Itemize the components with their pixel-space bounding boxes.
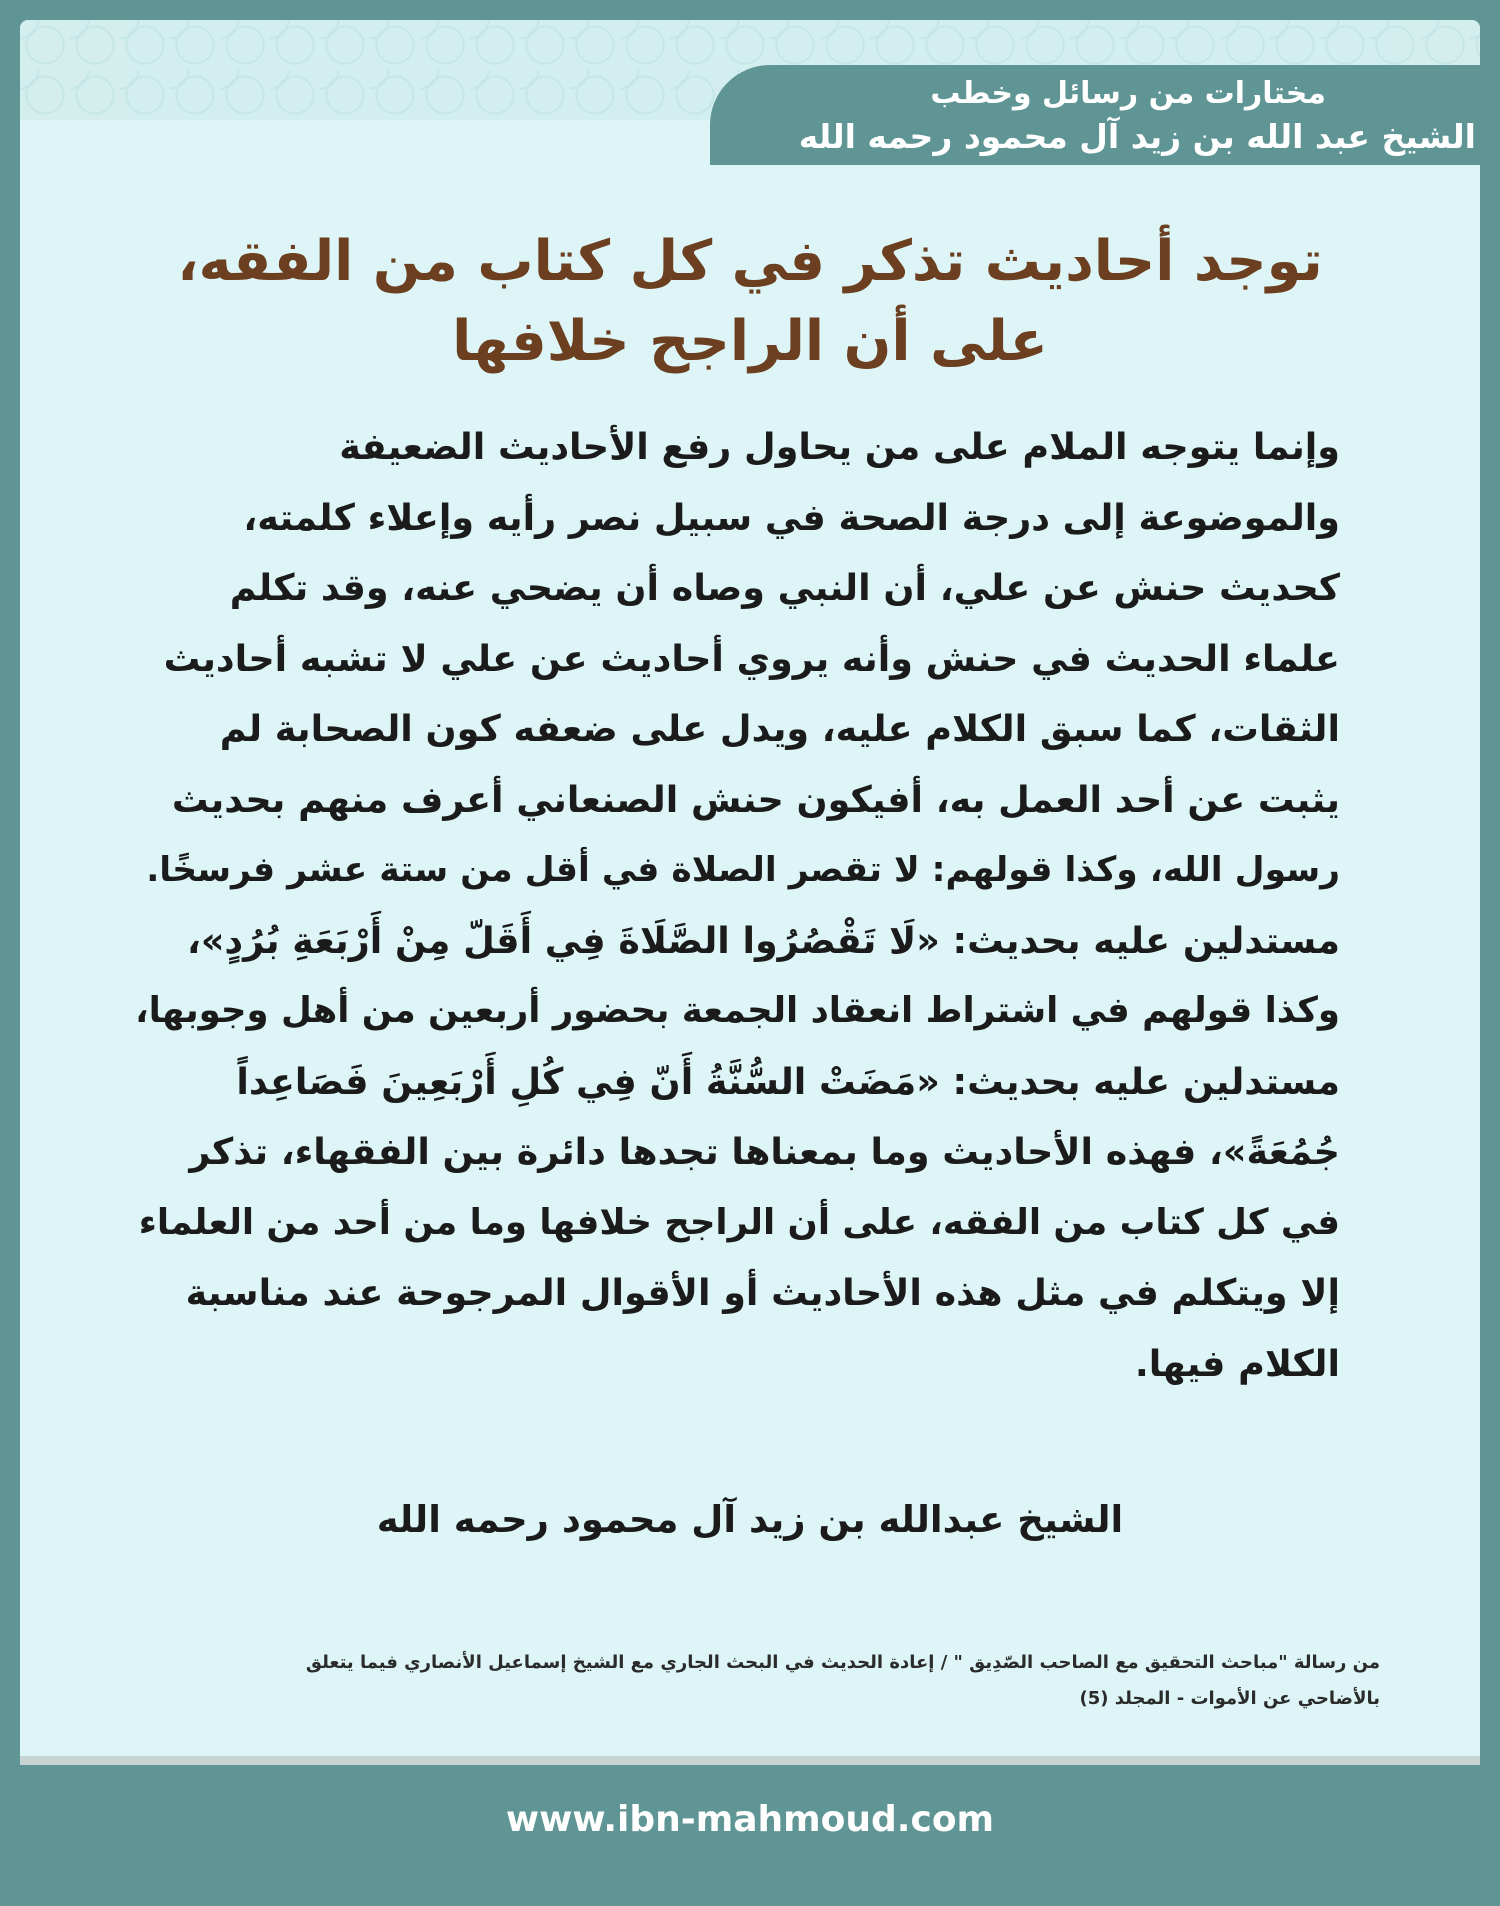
website-link[interactable]: www.ibn-mahmoud.com — [505, 1799, 995, 1840]
header-banner — [710, 65, 1500, 165]
body-line: والموضوعة إلى درجة الصحة في سبيل نصر رأيه وإعلاء كلمته، — [243, 495, 1340, 539]
source-line-2: بالأضاحي عن الأموات - المجلد (5) — [1079, 1688, 1380, 1709]
body-line: في كل كتاب من الفقه، على أن الراجح خلافها وما من أحد من العلماء — [138, 1201, 1340, 1243]
body-line: مستدلين عليه بحديث: «مَضَتْ السُّنَّةُ أَنّ فِي كُلِ أَرْبَعِينَ فَصَاعِداً — [236, 1059, 1340, 1103]
header-author: الشيخ عبد الله بن زيد آل محمود رحمه الله — [798, 117, 1476, 156]
body-line: الثقات، كما سبق الكلام عليه، ويدل على ضعفه كون الصحابة لم — [219, 707, 1340, 750]
article-body — [130, 412, 1340, 1399]
article-title — [60, 222, 1440, 382]
source-citation — [60, 1645, 1380, 1717]
body-line: وإنما يتوجه الملام على من يحاول رفع الأحاديث الضعيفة — [339, 425, 1340, 468]
signature: الشيخ عبدالله بن زيد آل محمود رحمه الله — [376, 1498, 1124, 1541]
body-line: الكلام فيها. — [1134, 1341, 1340, 1385]
body-line: علماء الحديث في حنش وأنه يروي أحاديث عن علي لا تشبه أحاديث — [163, 636, 1340, 680]
body-line: جُمُعَةً»، فهذه الأحاديث وما بمعناها تجدها دائرة بين الفقهاء، تذكر — [189, 1130, 1340, 1173]
body-line: كحديث حنش عن علي، أن النبي وصاه أن يضحي عنه، وقد تكلم — [229, 566, 1340, 609]
body-line: يثبت عن أحد العمل به، أفيكون حنش الصنعاني أعرف منهم بحديث — [171, 777, 1340, 821]
divider — [20, 1756, 1480, 1765]
title-line-1: توجد أحاديث تذكر في كل كتاب من الفقه، — [177, 229, 1323, 294]
title-line-2: على أن الراجح خلافها — [452, 309, 1048, 374]
source-line-1: من رسالة "مباحث التحقيق مع الصاحب الصّدِيق " / إعادة الحديث في البحث الجاري مع الشيخ إسماعيل الأنصاري فيما يتعلق — [305, 1652, 1380, 1673]
header-subtitle: مختارات من رسائل وخطب — [930, 76, 1326, 111]
body-line: وكذا قولهم في اشتراط انعقاد الجمعة بحضور أربعين من أهل وجوبها، — [135, 990, 1340, 1031]
body-line: رسول الله، وكذا قولهم: لا تقصر الصلاة في أقل من ستة عشر فرسخًا. — [146, 850, 1340, 890]
body-line: مستدلين عليه بحديث: «لَا تَقْصُرُوا الصَّلَاةَ فِي أَقَلّ مِنْ أَرْبَعَةِ بُرُدٍ»، — [186, 918, 1340, 962]
body-line: إلا ويتكلم في مثل هذه الأحاديث أو الأقوال المرجوحة عند مناسبة — [185, 1271, 1340, 1314]
